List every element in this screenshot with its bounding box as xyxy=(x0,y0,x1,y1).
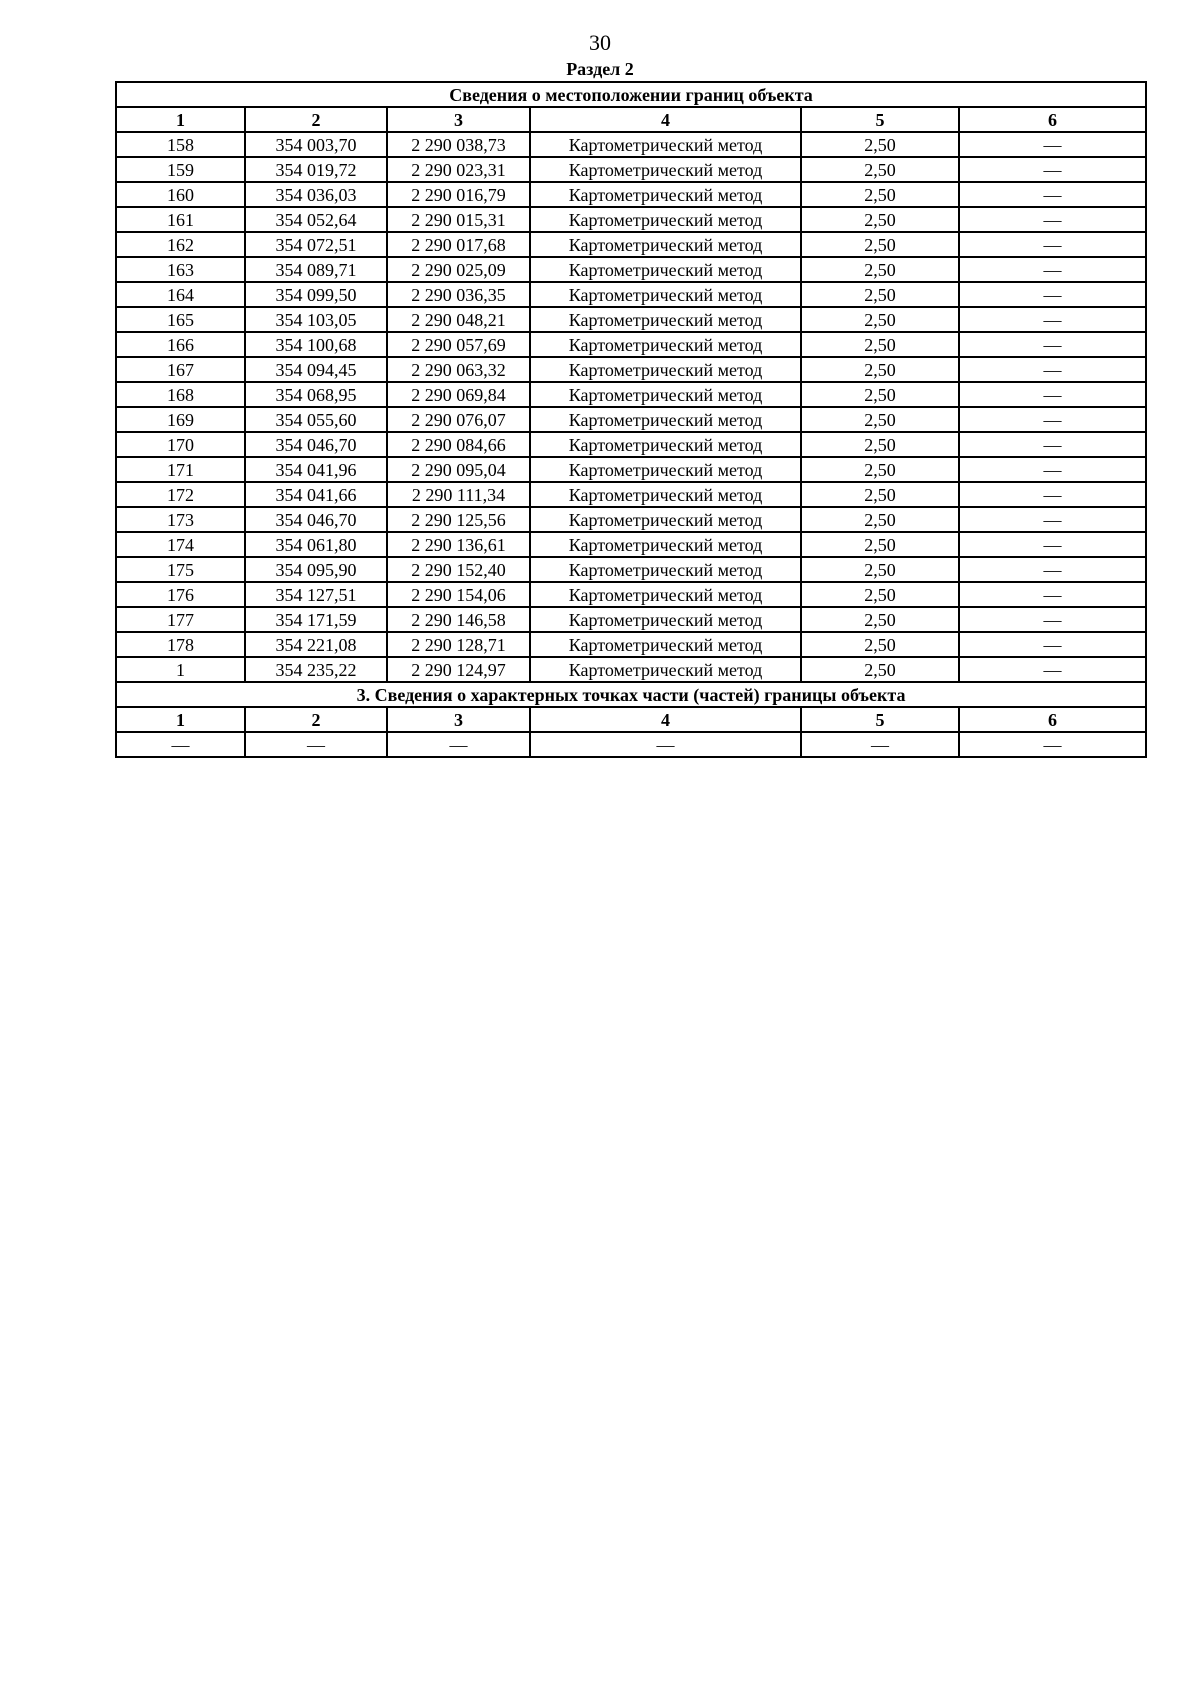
table-cell: 2,50 xyxy=(801,482,959,507)
table-cell: 2,50 xyxy=(801,407,959,432)
table-cell: 158 xyxy=(116,132,245,157)
table-cell: 2,50 xyxy=(801,257,959,282)
table-cell: — xyxy=(959,482,1146,507)
table-row xyxy=(116,357,1146,382)
table-row xyxy=(116,282,1146,307)
table-cell: 168 xyxy=(116,382,245,407)
table-cell: 165 xyxy=(116,307,245,332)
column-number: 6 xyxy=(959,707,1146,732)
table-cell: Картометрический метод xyxy=(530,182,801,207)
table-cell: 354 094,45 xyxy=(245,357,387,382)
table-cell: 162 xyxy=(116,232,245,257)
table-cell: — xyxy=(959,582,1146,607)
table-cell: — xyxy=(959,507,1146,532)
table-cell: 2,50 xyxy=(801,207,959,232)
column-number: 3 xyxy=(387,707,530,732)
table-cell: — xyxy=(959,182,1146,207)
table-cell: 176 xyxy=(116,582,245,607)
table-cell: Картометрический метод xyxy=(530,382,801,407)
table-cell: 2,50 xyxy=(801,632,959,657)
table-cell: — xyxy=(116,732,245,757)
table-cell: 172 xyxy=(116,482,245,507)
table-cell: — xyxy=(959,457,1146,482)
table-cell: 2,50 xyxy=(801,182,959,207)
table-cell: 164 xyxy=(116,282,245,307)
table-row xyxy=(116,507,1146,532)
table-cell: 2,50 xyxy=(801,132,959,157)
table-cell: 354 046,70 xyxy=(245,507,387,532)
table-row xyxy=(116,582,1146,607)
table-row xyxy=(116,632,1146,657)
table-row xyxy=(116,207,1146,232)
table-cell: 2 290 038,73 xyxy=(387,132,530,157)
table-cell: Картометрический метод xyxy=(530,407,801,432)
table-cell: 354 221,08 xyxy=(245,632,387,657)
table-cell: 2,50 xyxy=(801,357,959,382)
boundary-table xyxy=(115,81,1147,758)
section-label: Раздел 2 xyxy=(566,59,634,79)
table-cell: 2,50 xyxy=(801,232,959,257)
table-cell: 2 290 136,61 xyxy=(387,532,530,557)
table-row xyxy=(116,307,1146,332)
table-cell: 171 xyxy=(116,457,245,482)
table-cell: — xyxy=(959,282,1146,307)
table-cell: 354 099,50 xyxy=(245,282,387,307)
table-row xyxy=(116,432,1146,457)
column-number: 2 xyxy=(245,707,387,732)
table-cell: 2 290 095,04 xyxy=(387,457,530,482)
table-cell: — xyxy=(959,307,1146,332)
table-cell: 2 290 025,09 xyxy=(387,257,530,282)
table-cell: Картометрический метод xyxy=(530,132,801,157)
table-cell: 2 290 023,31 xyxy=(387,157,530,182)
table-cell: 2 290 015,31 xyxy=(387,207,530,232)
table-cell: 2,50 xyxy=(801,657,959,682)
column-number: 6 xyxy=(959,107,1146,132)
table-cell: 354 235,22 xyxy=(245,657,387,682)
column-number: 5 xyxy=(801,707,959,732)
column-number: 4 xyxy=(530,107,801,132)
table-cell: 354 171,59 xyxy=(245,607,387,632)
table-cell: 354 103,05 xyxy=(245,307,387,332)
column-number: 4 xyxy=(530,707,801,732)
table-cell: — xyxy=(959,632,1146,657)
table-row xyxy=(116,232,1146,257)
table-cell: 2,50 xyxy=(801,557,959,582)
table-cell: — xyxy=(959,432,1146,457)
table-cell: 2 290 076,07 xyxy=(387,407,530,432)
table-cell: 2 290 124,97 xyxy=(387,657,530,682)
table-cell: — xyxy=(959,357,1146,382)
table-cell: 354 072,51 xyxy=(245,232,387,257)
table-cell: 2,50 xyxy=(801,607,959,632)
table-cell: — xyxy=(959,557,1146,582)
table-cell: 159 xyxy=(116,157,245,182)
table-cell: 2,50 xyxy=(801,307,959,332)
table-cell: 2,50 xyxy=(801,157,959,182)
table-cell: 2,50 xyxy=(801,382,959,407)
table-cell: 160 xyxy=(116,182,245,207)
table-cell: 2 290 125,56 xyxy=(387,507,530,532)
table-cell: 354 046,70 xyxy=(245,432,387,457)
table-cell: 2 290 146,58 xyxy=(387,607,530,632)
table-cell: — xyxy=(801,732,959,757)
table-cell: 2,50 xyxy=(801,457,959,482)
table-cell: 354 127,51 xyxy=(245,582,387,607)
table-cell: 2 290 057,69 xyxy=(387,332,530,357)
section2-title: Сведения о местоположении границ объекта xyxy=(116,82,1146,107)
table-cell: Картометрический метод xyxy=(530,307,801,332)
table-cell: 2,50 xyxy=(801,507,959,532)
table-cell: — xyxy=(387,732,530,757)
table-cell: 2 290 048,21 xyxy=(387,307,530,332)
table-cell: — xyxy=(959,332,1146,357)
section2 xyxy=(116,82,1146,107)
table-row xyxy=(116,407,1146,432)
table-cell: — xyxy=(959,232,1146,257)
table-cell: Картометрический метод xyxy=(530,432,801,457)
table-row xyxy=(116,182,1146,207)
table-row xyxy=(116,657,1146,682)
table-cell: 354 061,80 xyxy=(245,532,387,557)
table-cell: Картометрический метод xyxy=(530,332,801,357)
table-cell: 2 290 036,35 xyxy=(387,282,530,307)
page-number: 30 xyxy=(589,30,611,55)
table-cell: 354 095,90 xyxy=(245,557,387,582)
table-cell: Картометрический метод xyxy=(530,232,801,257)
table-cell: Картометрический метод xyxy=(530,607,801,632)
table-cell: 2,50 xyxy=(801,432,959,457)
table-row xyxy=(116,607,1146,632)
table-cell: 354 003,70 xyxy=(245,132,387,157)
table-cell: 173 xyxy=(116,507,245,532)
table-cell: Картометрический метод xyxy=(530,557,801,582)
column-number: 3 xyxy=(387,107,530,132)
table-cell: 2,50 xyxy=(801,282,959,307)
table-cell: 2 290 017,68 xyxy=(387,232,530,257)
column-number: 5 xyxy=(801,107,959,132)
section3-title: 3. Сведения о характерных точках части (частей) границы объекта xyxy=(116,682,1146,707)
table-cell: 2,50 xyxy=(801,332,959,357)
column-number-row xyxy=(116,107,1146,132)
table-cell: 354 100,68 xyxy=(245,332,387,357)
table-row xyxy=(116,257,1146,282)
table-cell: Картометрический метод xyxy=(530,157,801,182)
table-cell: Картометрический метод xyxy=(530,632,801,657)
table-cell: 2 290 069,84 xyxy=(387,382,530,407)
table-cell: 354 055,60 xyxy=(245,407,387,432)
table-cell: 354 089,71 xyxy=(245,257,387,282)
table-cell: Картометрический метод xyxy=(530,582,801,607)
table-cell: 169 xyxy=(116,407,245,432)
table-cell: — xyxy=(959,407,1146,432)
table-cell: 170 xyxy=(116,432,245,457)
table-cell: — xyxy=(959,207,1146,232)
table-cell: Картометрический метод xyxy=(530,282,801,307)
table-cell: 2,50 xyxy=(801,532,959,557)
table-cell: — xyxy=(245,732,387,757)
table-cell: — xyxy=(959,732,1146,757)
table-cell: Картометрический метод xyxy=(530,532,801,557)
column-number: 2 xyxy=(245,107,387,132)
table-row xyxy=(116,332,1146,357)
table-row xyxy=(116,482,1146,507)
table-row xyxy=(116,157,1146,182)
table-cell: 167 xyxy=(116,357,245,382)
table-cell: Картометрический метод xyxy=(530,457,801,482)
table-cell: 354 036,03 xyxy=(245,182,387,207)
table-cell: — xyxy=(959,257,1146,282)
table-cell: 161 xyxy=(116,207,245,232)
table-cell: 2 290 016,79 xyxy=(387,182,530,207)
table-cell: 2 290 084,66 xyxy=(387,432,530,457)
table-cell: 175 xyxy=(116,557,245,582)
table-cell: 1 xyxy=(116,657,245,682)
table-cell: Картометрический метод xyxy=(530,257,801,282)
column-number: 1 xyxy=(116,707,245,732)
section3 xyxy=(116,682,1146,707)
table-cell: 354 068,95 xyxy=(245,382,387,407)
table-cell: 2 290 111,34 xyxy=(387,482,530,507)
table-row xyxy=(116,457,1146,482)
table-cell: — xyxy=(959,157,1146,182)
table-row xyxy=(116,532,1146,557)
table-cell: Картометрический метод xyxy=(530,482,801,507)
table-cell: — xyxy=(530,732,801,757)
table-cell: Картометрический метод xyxy=(530,657,801,682)
table-cell: Картометрический метод xyxy=(530,207,801,232)
table-row xyxy=(116,132,1146,157)
table-cell: 354 019,72 xyxy=(245,157,387,182)
table-cell: 2 290 152,40 xyxy=(387,557,530,582)
table-cell: Картометрический метод xyxy=(530,357,801,382)
table-cell: — xyxy=(959,657,1146,682)
table-cell: 354 041,66 xyxy=(245,482,387,507)
table-cell: 2 290 154,06 xyxy=(387,582,530,607)
table-cell: Картометрический метод xyxy=(530,507,801,532)
table-cell: 2 290 128,71 xyxy=(387,632,530,657)
table-cell: 163 xyxy=(116,257,245,282)
table-cell: 177 xyxy=(116,607,245,632)
table-cell: 354 052,64 xyxy=(245,207,387,232)
table-cell: 2,50 xyxy=(801,582,959,607)
table-cell: — xyxy=(959,132,1146,157)
table-cell: 174 xyxy=(116,532,245,557)
table-cell: — xyxy=(959,607,1146,632)
table-cell: — xyxy=(959,382,1146,407)
table-cell: 178 xyxy=(116,632,245,657)
table-cell: 166 xyxy=(116,332,245,357)
column-number: 1 xyxy=(116,107,245,132)
table-cell: 354 041,96 xyxy=(245,457,387,482)
column-number-row xyxy=(116,707,1146,732)
table-cell: 2 290 063,32 xyxy=(387,357,530,382)
table-row xyxy=(116,382,1146,407)
table-row xyxy=(116,732,1146,757)
table-cell: — xyxy=(959,532,1146,557)
table-row xyxy=(116,557,1146,582)
